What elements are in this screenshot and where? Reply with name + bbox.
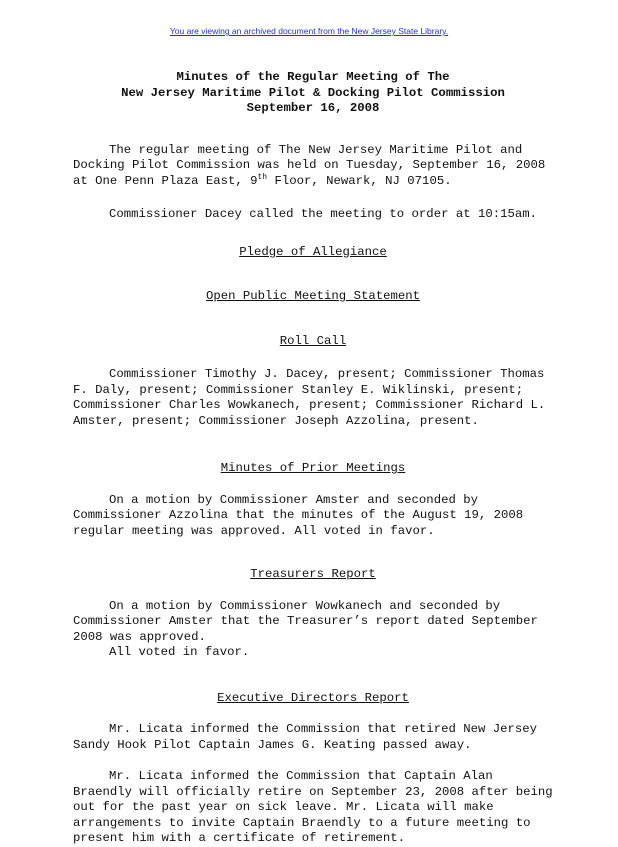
heading-roll-call: Roll Call: [279, 333, 347, 348]
heading-pledge: Pledge of Allegiance: [239, 244, 387, 259]
treasurers-text: On a motion by Commissioner Wowkanech and seconded by Commissioner Amster that the Treasurer’s report dated September 2008 was approved.: [73, 598, 538, 644]
archive-banner-link[interactable]: You are viewing an archived document from the New Jersey State Library.: [169, 26, 449, 36]
floor-superscript: th: [257, 172, 268, 182]
document-body: [73, 70, 553, 847]
roll-call-text: Commissioner Timothy J. Dacey, present; Commissioner Thomas F. Daly, present; Commissioner Stanley E. Wiklinski, present; Commissioner Charles Wowkanech, present; Commissioner Richard L. Amster, present; Commissioner Joseph Azzolina, present.: [73, 367, 546, 428]
heading-executive-directors-report: Executive Directors Report: [217, 690, 409, 705]
intro-text-part1: The regular meeting of The New Jersey Maritime Pilot and Docking Pilot Commission was held on Tuesday, September 16, 2008 at One Penn Plaza East, 9: [73, 142, 546, 188]
intro-text-part2: Floor, Newark, NJ 07105.: [267, 173, 452, 188]
heading-minutes: Minutes of Prior Meetings: [220, 461, 406, 475]
document-title: [73, 70, 553, 117]
call-to-order: Commissioner Dacey called the meeting to order at 10:15am.: [109, 207, 538, 221]
title-line-1: Minutes of the Regular Meeting of The: [176, 70, 450, 84]
title-line-2: New Jersey Maritime Pilot & Docking Pilot Commission: [121, 85, 505, 100]
minutes-text: On a motion by Commissioner Amster and seconded by Commissioner Azzolina that the minutes of the August 19, 2008 regular meeting was approved. All voted in favor.: [73, 492, 524, 538]
treasurers-vote: All voted in favor.: [109, 645, 250, 659]
heading-open-public-meeting: Open Public Meeting Statement: [205, 289, 420, 303]
heading-treasurers-report: Treasurers Report: [250, 567, 376, 581]
archive-banner: [0, 26, 618, 36]
title-line-3: September 16, 2008: [246, 101, 380, 115]
executive-paragraph-1: Mr. Licata informed the Commission that retired New Jersey Sandy Hook Pilot Captain James G. Keating passed away.: [73, 722, 538, 752]
intro-paragraph: [73, 143, 553, 190]
executive-paragraph-2: Mr. Licata informed the Commission that Captain Alan Braendly will officially retire on September 23, 2008 after being out for the past year on sick leave. Mr. Licata will make arrangements to invite Captain Braendly to a future meeting to present him with a certificate of retirement.: [73, 769, 553, 845]
